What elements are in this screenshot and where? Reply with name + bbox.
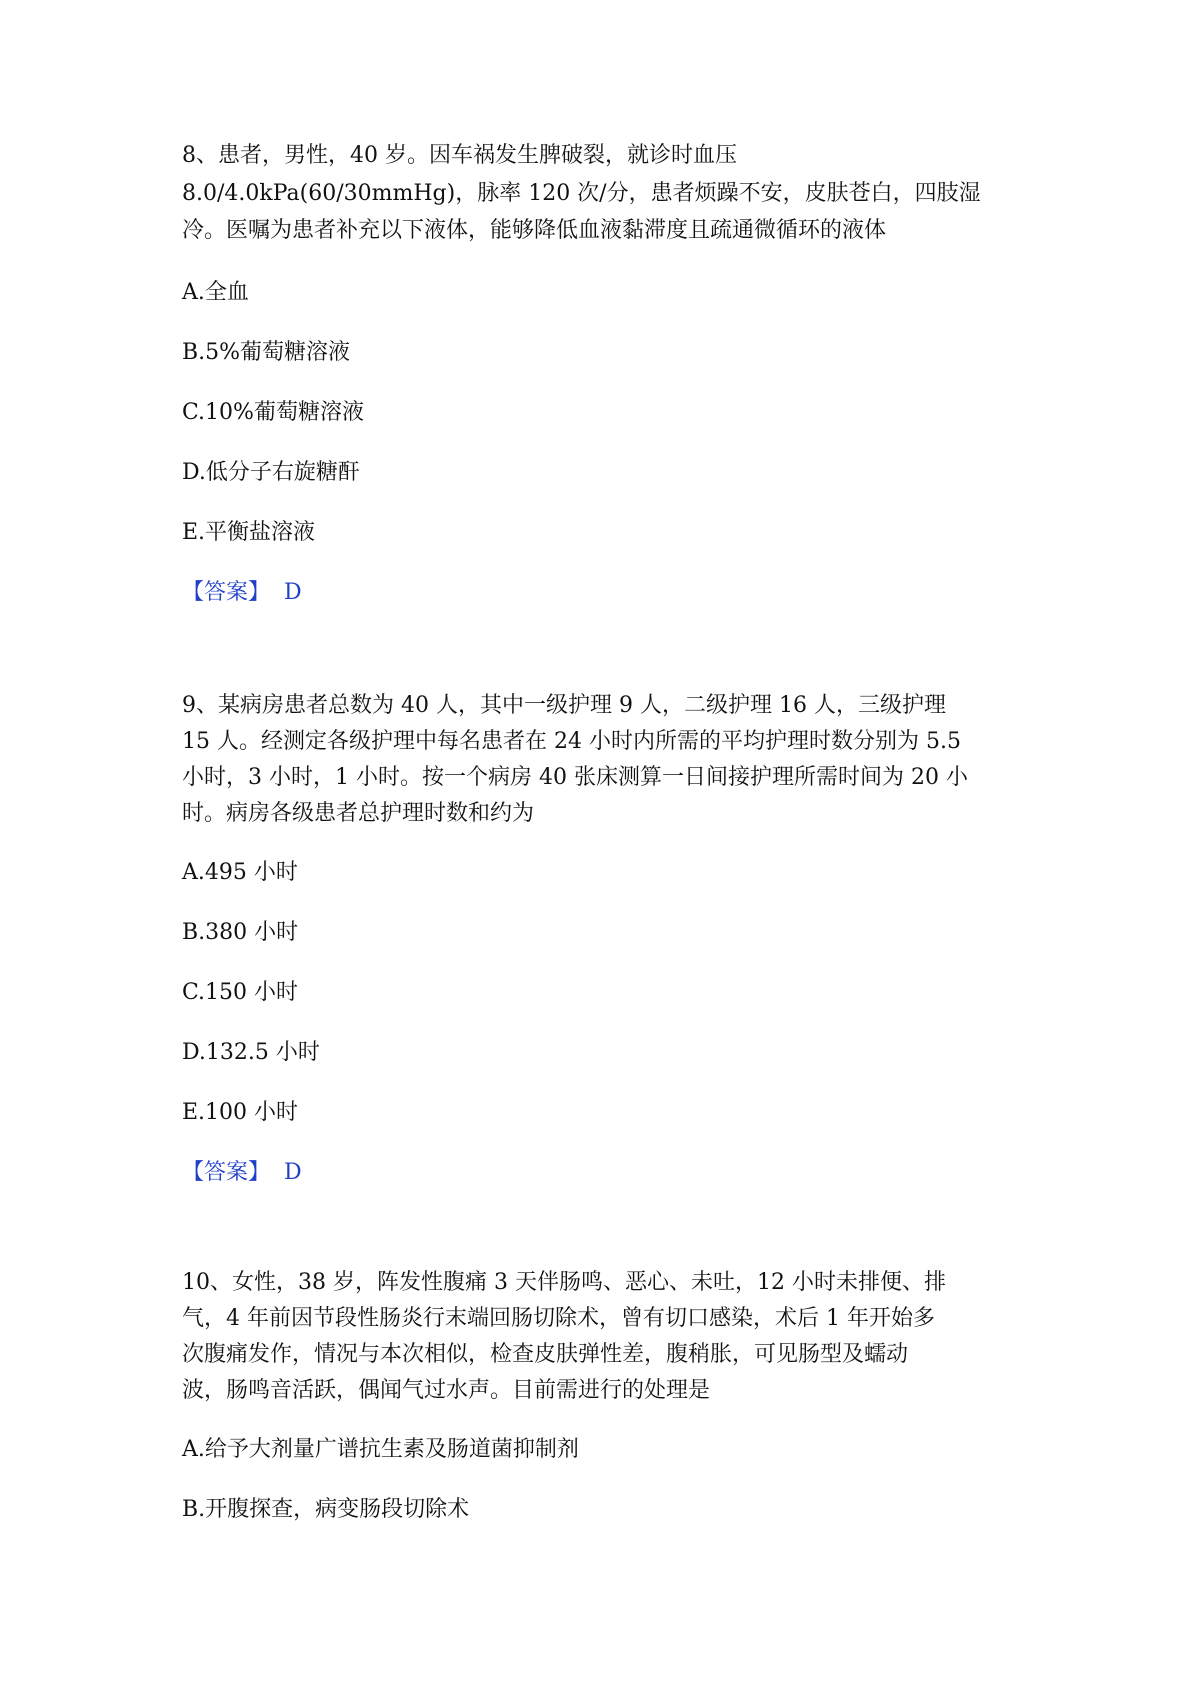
- option-b: B.开腹探查，病变肠段切除术: [182, 1497, 470, 1522]
- question-stem-line: 小时，3 小时，1 小时。按一个病房 40 张床测算一日间接护理所需时间为 20 小: [182, 765, 968, 790]
- question-stem-line: 气，4 年前因节段性肠炎行末端回肠切除术，曾有切口感染，术后 1 年开始多: [182, 1306, 935, 1331]
- question-stem-line: 9、某病房患者总数为 40 人，其中一级护理 9 人，二级护理 16 人，三级护理: [182, 693, 946, 718]
- answer-line: [182, 578, 302, 608]
- option-a: A.495 小时: [182, 860, 298, 885]
- question-stem-line: 8.0/4.0kPa(60/30mmHg)，脉率 120 次/分，患者烦躁不安，皮肤苍白，四肢湿: [182, 181, 981, 206]
- option-b: B.380 小时: [182, 920, 299, 945]
- answer-label: 【答案】: [182, 1160, 271, 1185]
- option-e: E.平衡盐溶液: [182, 520, 316, 545]
- option-d: D.低分子右旋糖酐: [182, 460, 360, 485]
- question-stem-line: 时。病房各级患者总护理时数和约为: [182, 801, 535, 826]
- option-c: C.10%葡萄糖溶液: [182, 400, 364, 425]
- option-d: D.132.5 小时: [182, 1040, 320, 1065]
- option-a: A.全血: [182, 280, 249, 305]
- answer-line: [182, 1158, 302, 1188]
- option-a: A.给予大剂量广谱抗生素及肠道菌抑制剂: [182, 1437, 579, 1462]
- question-stem-line: 15 人。经测定各级护理中每名患者在 24 小时内所需的平均护理时数分别为 5.5: [182, 729, 961, 754]
- option-c: C.150 小时: [182, 980, 299, 1005]
- question-stem-line: 波，肠鸣音活跃，偶闻气过水声。目前需进行的处理是: [182, 1378, 711, 1403]
- answer-value: D: [284, 580, 302, 605]
- option-b: B.5%葡萄糖溶液: [182, 340, 351, 365]
- question-stem-line: 次腹痛发作，情况与本次相似，检查皮肤弹性差，腹稍胀，可见肠型及蠕动: [182, 1342, 909, 1367]
- option-e: E.100 小时: [182, 1100, 299, 1125]
- question-stem-line: 冷。医嘱为患者补充以下液体，能够降低血液黏滞度且疏通微循环的液体: [182, 218, 887, 243]
- answer-label: 【答案】: [182, 580, 271, 605]
- question-stem-line: 10、女性，38 岁，阵发性腹痛 3 天伴肠鸣、恶心、未吐，12 小时未排便、排: [182, 1270, 946, 1295]
- answer-value: D: [284, 1160, 302, 1185]
- question-stem-line: 8、患者，男性，40 岁。因车祸发生脾破裂，就诊时血压: [182, 143, 737, 168]
